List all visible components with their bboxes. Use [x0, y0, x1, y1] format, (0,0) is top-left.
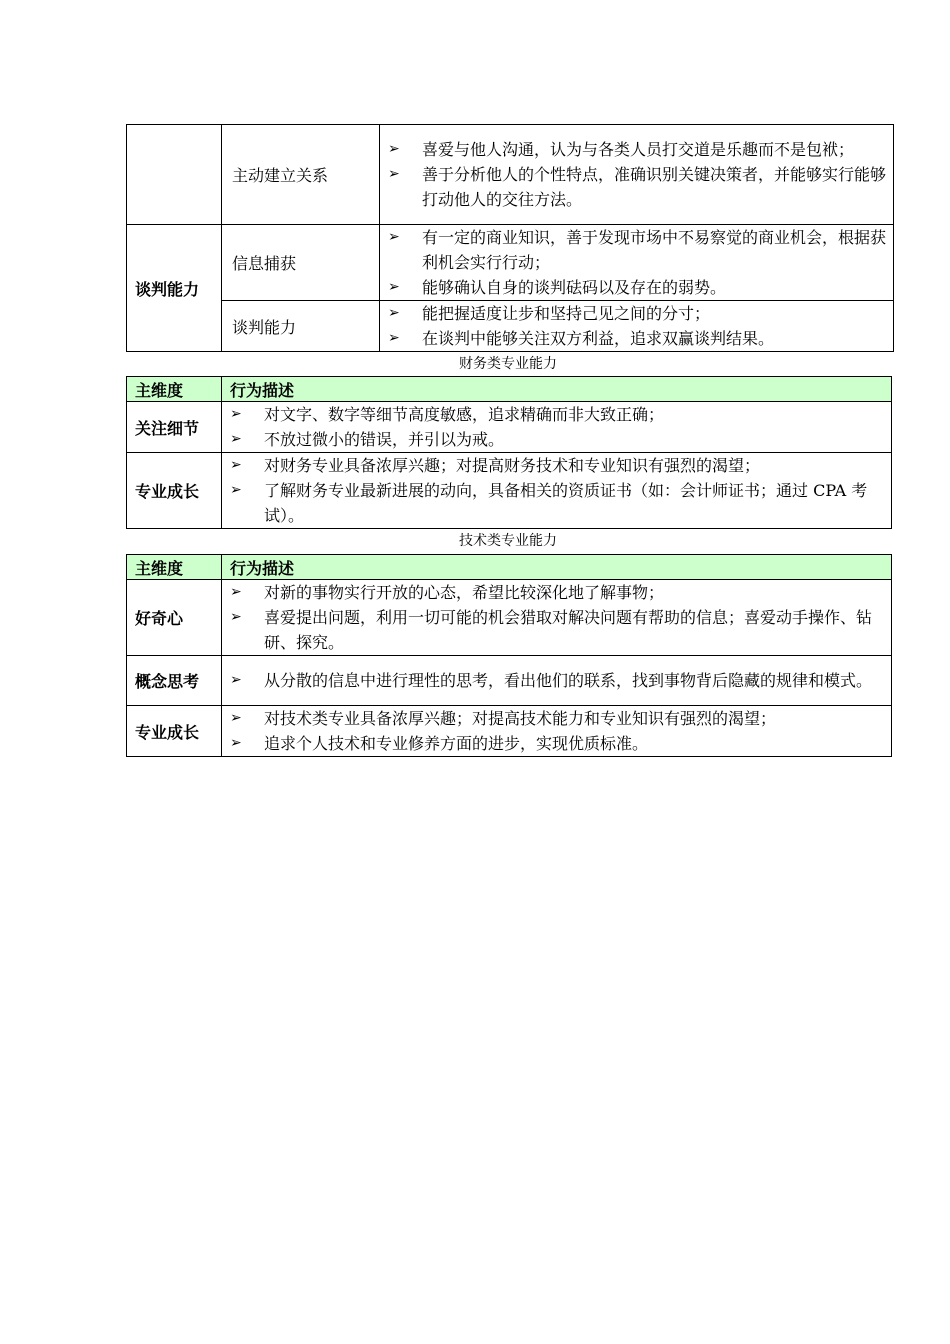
description-cell [222, 656, 892, 706]
arrowhead-bullet-icon: ➢ [388, 166, 400, 182]
dimension-cell-empty [127, 125, 222, 225]
arrowhead-bullet-icon: ➢ [230, 735, 242, 751]
header-description: 行为描述 [222, 377, 892, 402]
dimension-cell: 谈判能力 [127, 225, 222, 352]
description-cell [222, 706, 892, 757]
table-header-row [127, 377, 892, 402]
table-header-row [127, 555, 892, 580]
tech-table [126, 554, 892, 757]
description-cell [380, 225, 894, 301]
arrowhead-bullet-icon: ➢ [388, 229, 400, 245]
arrowhead-bullet-icon: ➢ [230, 482, 242, 498]
description-cell [222, 453, 892, 529]
arrowhead-bullet-icon: ➢ [388, 279, 400, 295]
sub-dimension-cell: 谈判能力 [222, 301, 380, 352]
arrowhead-bullet-icon: ➢ [230, 431, 242, 447]
description-cell [222, 580, 892, 656]
arrowhead-bullet-icon: ➢ [388, 141, 400, 157]
sub-dimension-cell: 主动建立关系 [222, 125, 380, 225]
list-item: ➢ 不放过微小的错误，并引以为戒。 [222, 427, 891, 452]
finance-caption: 财务类专业能力 [459, 356, 557, 372]
arrowhead-bullet-icon: ➢ [230, 609, 242, 625]
description-cell [222, 402, 892, 453]
arrowhead-bullet-icon: ➢ [230, 710, 242, 726]
dimension-cell: 关注细节 [127, 402, 222, 453]
list-item: ➢ 对技术类专业具备浓厚兴趣；对提高技术能力和专业知识有强烈的渴望； [222, 706, 891, 731]
list-item: ➢ 从分散的信息中进行理性的思考，看出他们的联系，找到事物背后隐藏的规律和模式。 [222, 668, 891, 693]
sub-dimension-cell: 信息捕获 [222, 225, 380, 301]
table-row [127, 301, 894, 352]
table-row [127, 706, 892, 757]
dimension-cell: 好奇心 [127, 580, 222, 656]
header-dimension: 主维度 [127, 555, 222, 580]
list-item: ➢ 能够确认自身的谈判砝码以及存在的弱势。 [380, 275, 893, 300]
list-item: ➢ 善于分析他人的个性特点，准确识别关键决策者，并能够实行能够打动他人的交往方法。 [380, 162, 893, 212]
arrowhead-bullet-icon: ➢ [230, 457, 242, 473]
negotiation-table [126, 124, 894, 352]
list-item: ➢ 喜爱提出问题，利用一切可能的机会猎取对解决问题有帮助的信息；喜爱动手操作、钻研、探究。 [222, 605, 891, 655]
list-item: ➢ 对财务专业具备浓厚兴趣；对提高财务技术和专业知识有强烈的渴望； [222, 453, 891, 478]
list-item: ➢ 喜爱与他人沟通，认为与各类人员打交道是乐趣而不是包袱； [380, 137, 893, 162]
description-cell [380, 125, 894, 225]
arrowhead-bullet-icon: ➢ [388, 305, 400, 321]
list-item: ➢ 能把握适度让步和坚持己见之间的分寸； [380, 301, 893, 326]
list-item: ➢ 对文字、数字等细节高度敏感，追求精确而非大致正确； [222, 402, 891, 427]
list-item: ➢ 在谈判中能够关注双方利益，追求双赢谈判结果。 [380, 326, 893, 351]
list-item: ➢ 对新的事物实行开放的心态，希望比较深化地了解事物； [222, 580, 891, 605]
arrowhead-bullet-icon: ➢ [230, 584, 242, 600]
table-row [127, 402, 892, 453]
table-row [127, 453, 892, 529]
table-row [127, 656, 892, 706]
finance-table [126, 376, 892, 529]
tech-caption: 技术类专业能力 [459, 533, 557, 549]
list-item: ➢ 追求个人技术和专业修养方面的进步，实现优质标准。 [222, 731, 891, 756]
header-description: 行为描述 [222, 555, 892, 580]
arrowhead-bullet-icon: ➢ [230, 406, 242, 422]
description-cell [380, 301, 894, 352]
dimension-cell: 专业成长 [127, 706, 222, 757]
table-row [127, 125, 894, 225]
dimension-cell: 概念思考 [127, 656, 222, 706]
table-row [127, 580, 892, 656]
table-row [127, 225, 894, 301]
header-dimension: 主维度 [127, 377, 222, 402]
list-item: ➢ 有一定的商业知识，善于发现市场中不易察觉的商业机会，根据获利机会实行行动； [380, 225, 893, 275]
arrowhead-bullet-icon: ➢ [388, 330, 400, 346]
arrowhead-bullet-icon: ➢ [230, 672, 242, 688]
list-item: ➢ 了解财务专业最新进展的动向，具备相关的资质证书（如：会计师证书；通过 CPA 考试）。 [222, 478, 891, 528]
dimension-cell: 专业成长 [127, 453, 222, 529]
